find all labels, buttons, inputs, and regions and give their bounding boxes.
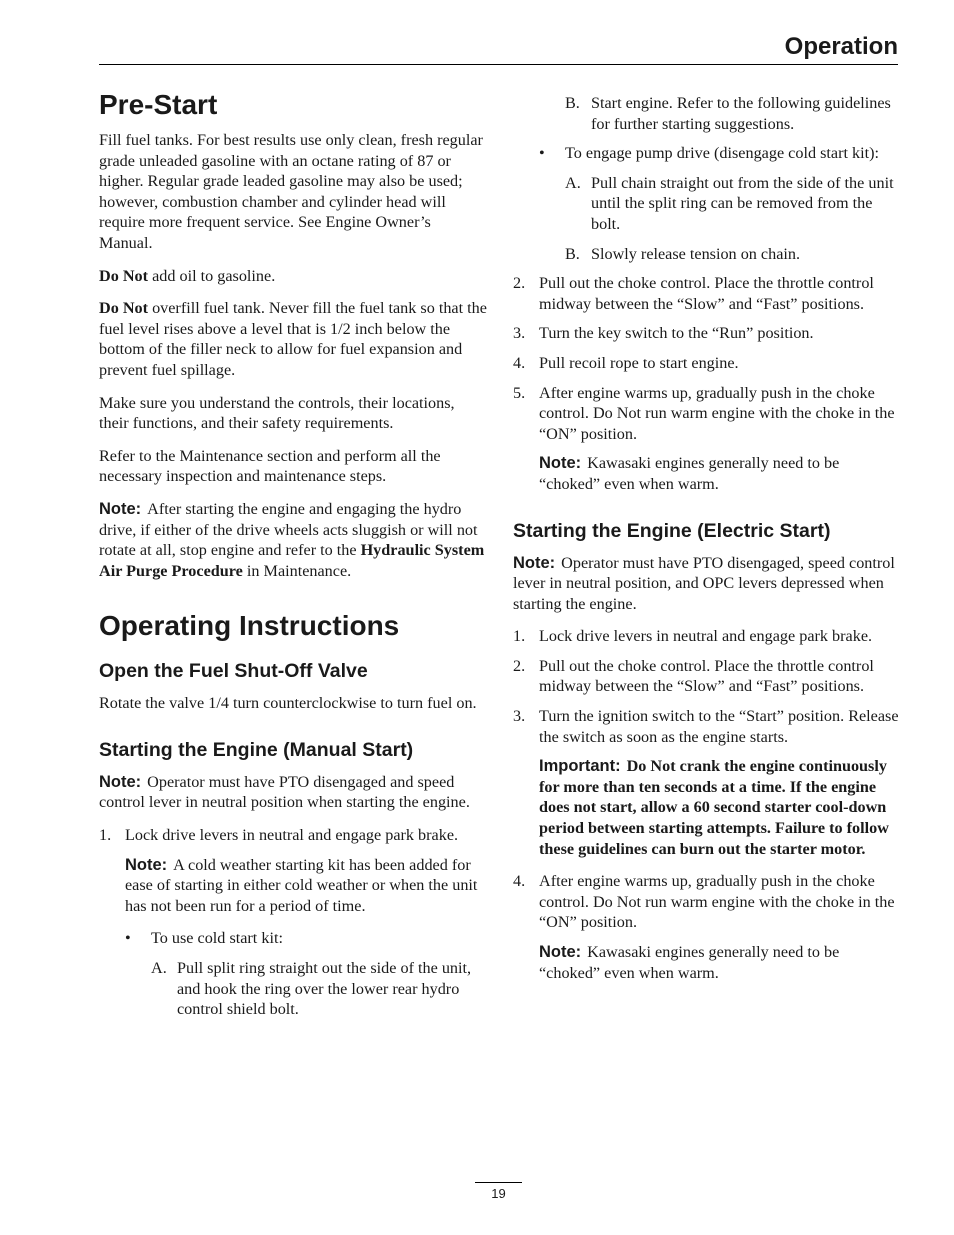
list-item bbox=[513, 323, 903, 344]
list-item bbox=[151, 958, 487, 1020]
sub-step-letter: B. bbox=[565, 94, 580, 112]
note-text: Operator must have PTO disengaged, speed control lever in neutral position, and OPC levers depressed when starting the engine. bbox=[513, 553, 895, 613]
do-not-oil-text: add oil to gasoline. bbox=[148, 266, 276, 285]
note-label: Note: bbox=[513, 553, 556, 572]
step-number: 1. bbox=[99, 826, 112, 845]
hydro-note bbox=[99, 499, 487, 581]
overfill-text: overfill fuel tank. Never fill the fuel tank so that the fuel level rises above a level that is 1/2 inch below the bottom of the filler neck to allow for fuel expansion and prevent fuel spillage. bbox=[99, 299, 487, 379]
sub-step-letter: B. bbox=[565, 244, 580, 263]
step-text: After engine warms up, gradually push in the choke control. Do Not run warm engine with the choke in the “ON” position. bbox=[539, 383, 895, 443]
note-label: Note: bbox=[539, 943, 582, 961]
bullet-text: To use cold start kit: bbox=[151, 929, 283, 948]
bullet-mark: • bbox=[539, 144, 545, 163]
step-text: Lock drive levers in neutral and engage park brake. bbox=[539, 627, 873, 646]
step-text: Turn the key switch to the “Run” position. bbox=[539, 324, 814, 343]
step-number: 2. bbox=[513, 656, 526, 675]
step-number: 3. bbox=[513, 707, 526, 726]
step-number: 1. bbox=[513, 627, 526, 646]
sub-step-letter: A. bbox=[565, 173, 581, 192]
do-not-label: Do Not bbox=[99, 266, 149, 285]
note-text: Kawasaki engines generally need to be “choked” even when warm. bbox=[539, 454, 840, 493]
note-text: A cold weather starting kit has been added for ease of starting in either cold weather or when the unit has not been run for a period of time. bbox=[125, 855, 478, 915]
step-text: Lock drive levers in neutral and engage park brake. bbox=[125, 826, 459, 845]
important-label: Important: bbox=[539, 757, 621, 776]
list-item bbox=[565, 244, 903, 265]
note-text-end: in Maintenance. bbox=[242, 561, 352, 580]
fuel-paragraph: Fill fuel tanks. For best results use only clean, fresh regular grade unleaded gasoline with an octane rating of 87 or higher. Regular grade leaded gasoline may also be used; however, combustion chamber and cylinder head will require more frequent service. See Engine Owner’s Manual. bbox=[99, 131, 483, 252]
step-text: Pull recoil rope to start engine. bbox=[539, 353, 739, 372]
note-text: After starting the engine and engaging the hydro drive, if either of the drive wheels acts sluggish or will not rotate at all, stop engine and refer to the bbox=[99, 499, 478, 560]
right-column bbox=[513, 93, 903, 995]
step-number: 4. bbox=[513, 872, 526, 891]
step-text: Turn the ignition switch to the “Start” position. Release the switch as soon as the engine starts. bbox=[539, 707, 899, 746]
do-not-label: Do Not bbox=[99, 299, 149, 318]
fuel-valve-text: Rotate the valve 1/4 turn counterclockwise to turn fuel on. bbox=[99, 694, 477, 713]
important-notice bbox=[539, 756, 903, 859]
step-text: Pull out the choke control. Place the throttle control midway between the “Slow” and “Fast” positions. bbox=[539, 274, 874, 313]
operating-instructions-heading: Operating Instructions bbox=[99, 610, 400, 642]
list-item bbox=[513, 871, 903, 933]
bullet-mark: • bbox=[125, 929, 131, 948]
list-item bbox=[513, 273, 903, 314]
bullet-text: To engage pump drive (disengage cold start kit): bbox=[565, 144, 879, 163]
controls-paragraph: Make sure you understand the controls, their locations, their functions, and their safety requirements. bbox=[99, 393, 455, 433]
sub-step-text: Start engine. Refer to the following guidelines for further starting suggestions. bbox=[591, 94, 891, 133]
list-item bbox=[565, 173, 903, 235]
manual-start-heading: Starting the Engine (Manual Start) bbox=[99, 738, 414, 761]
note-label: Note: bbox=[99, 499, 142, 518]
step-number: 4. bbox=[513, 353, 526, 372]
important-text: Do Not crank the engine continuously for more than ten seconds at a time. If the engine does not start, allow a 60 second starter cool-down period between starting attempts. Failure to follow these guidelines can burn out the starter motor. bbox=[539, 757, 889, 858]
footer-divider bbox=[475, 1182, 522, 1183]
sub-step-text: Pull chain straight out from the side of the unit until the split ring can be removed from the bolt. bbox=[591, 173, 894, 233]
step-number: 3. bbox=[513, 324, 526, 343]
cold-kit-note bbox=[125, 855, 487, 917]
left-column bbox=[99, 88, 487, 1029]
step-number: 5. bbox=[513, 383, 526, 402]
note-label: Note: bbox=[539, 454, 582, 473]
list-item bbox=[125, 928, 487, 949]
kawasaki-note bbox=[539, 453, 903, 494]
kawasaki-note bbox=[539, 942, 903, 983]
do-not-oil-paragraph bbox=[99, 266, 487, 287]
header-divider bbox=[99, 64, 898, 65]
procedure-reference: Hydraulic System Air Purge Procedure bbox=[99, 541, 485, 580]
do-not-overfill-paragraph bbox=[99, 298, 487, 380]
step-text: After engine warms up, gradually push in the choke control. Do Not run warm engine with the choke in the “ON” position. bbox=[539, 872, 895, 932]
pre-start-heading: Pre-Start bbox=[99, 89, 218, 120]
manual-start-note bbox=[99, 772, 487, 813]
section-header: Operation bbox=[784, 33, 898, 60]
list-item bbox=[513, 383, 903, 445]
note-text: Kawasaki engines generally need to be “choked” even when warm. bbox=[539, 943, 840, 982]
list-item bbox=[513, 656, 903, 697]
list-item bbox=[513, 706, 903, 747]
list-item bbox=[513, 626, 903, 647]
list-item bbox=[539, 143, 903, 164]
step-number: 2. bbox=[513, 274, 526, 293]
maintenance-paragraph: Refer to the Maintenance section and perform all the necessary inspection and maintenance steps. bbox=[99, 446, 441, 486]
fuel-valve-heading: Open the Fuel Shut-Off Valve bbox=[99, 660, 368, 683]
note-label: Note: bbox=[125, 855, 168, 874]
sub-step-text: Pull split ring straight out the side of the unit, and hook the ring over the lower rear hydro control shield bolt. bbox=[177, 959, 472, 1019]
step-text: Pull out the choke control. Place the throttle control midway between the “Slow” and “Fast” positions. bbox=[539, 656, 874, 696]
note-label: Note: bbox=[99, 772, 142, 791]
electric-start-note bbox=[513, 553, 903, 615]
note-text: Operator must have PTO disengaged and speed control lever in neutral position when starting the engine. bbox=[99, 772, 470, 812]
electric-start-heading: Starting the Engine (Electric Start) bbox=[513, 519, 831, 542]
list-item bbox=[513, 353, 903, 374]
list-item bbox=[99, 825, 487, 846]
list-item bbox=[565, 93, 903, 134]
page-number: 19 bbox=[491, 1186, 506, 1201]
sub-step-text: Slowly release tension on chain. bbox=[591, 244, 801, 263]
sub-step-letter: A. bbox=[151, 959, 167, 978]
